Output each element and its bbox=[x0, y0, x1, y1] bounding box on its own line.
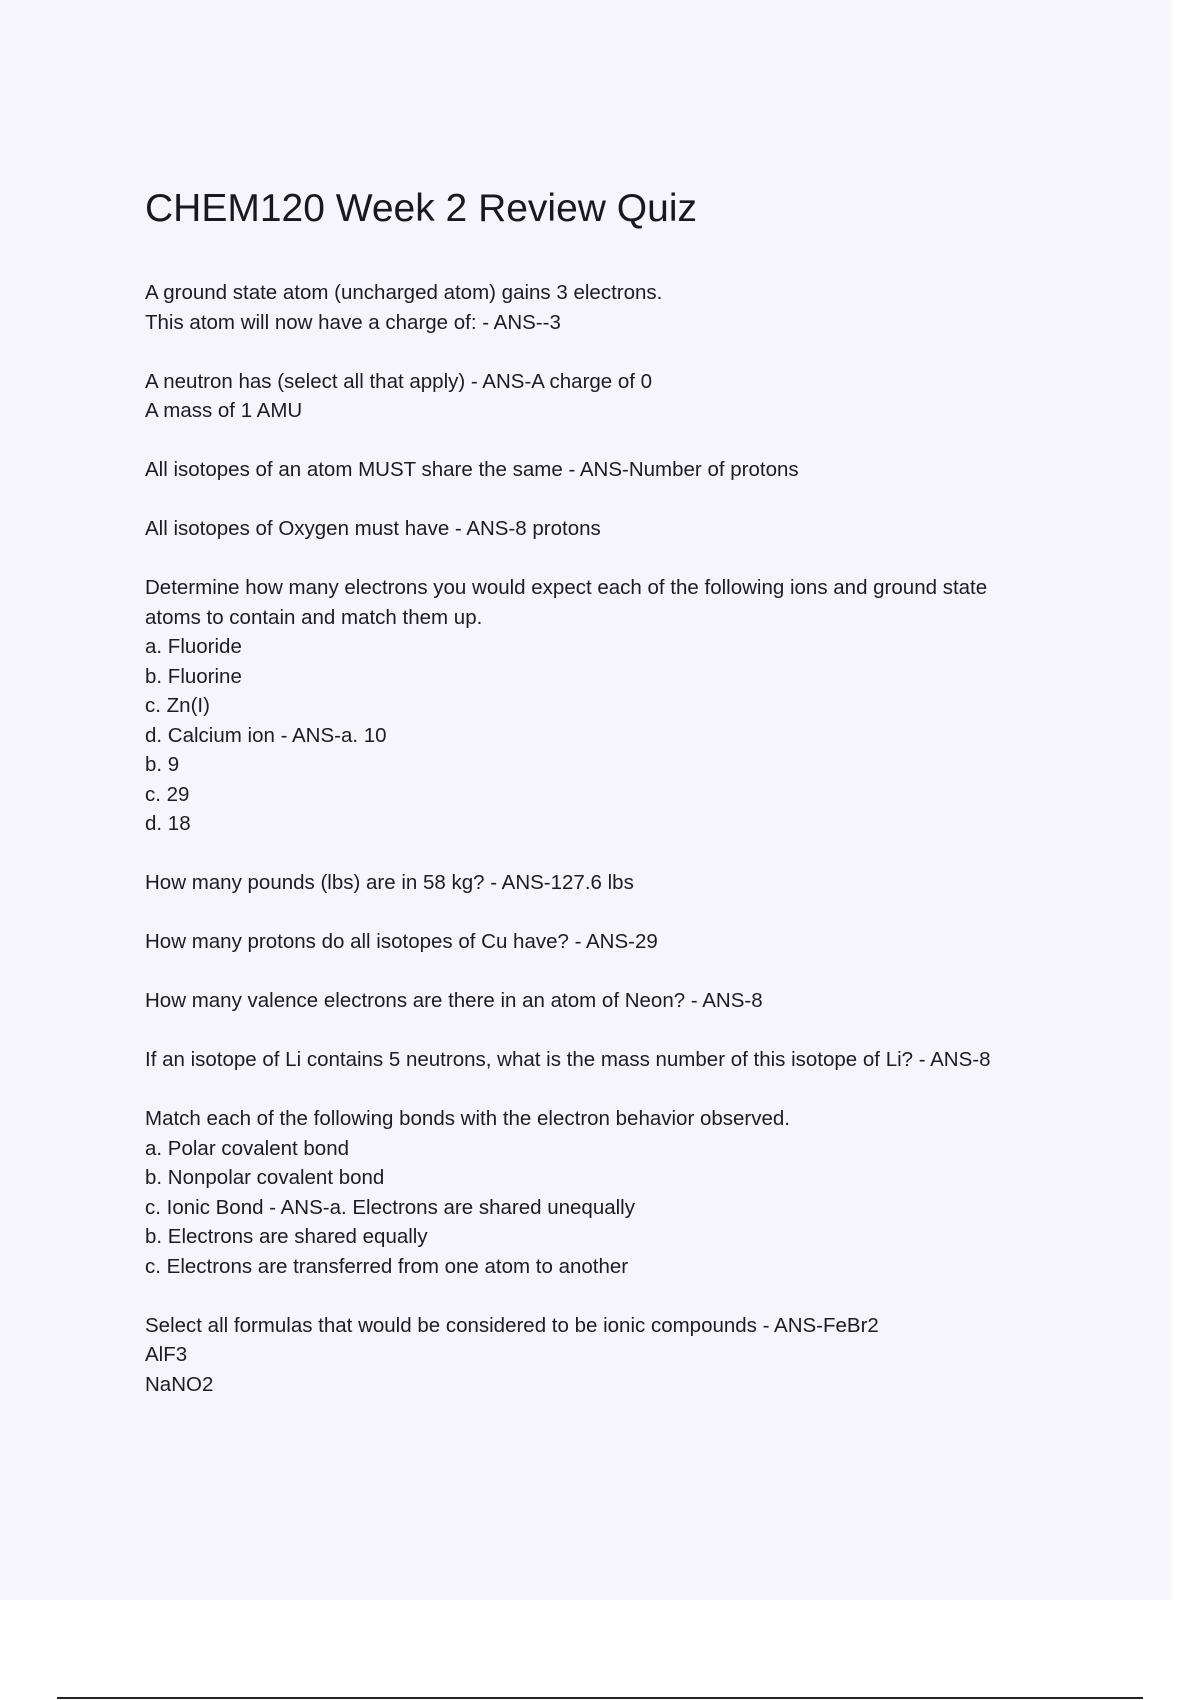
qa-line: c. Ionic Bond - ANS-a. Electrons are shared unequally bbox=[145, 1195, 635, 1219]
qa-line: How many protons do all isotopes of Cu have? - ANS-29 bbox=[145, 930, 658, 953]
qa-entry bbox=[145, 868, 1105, 898]
document-title: CHEM120 Week 2 Review Quiz bbox=[145, 187, 697, 230]
qa-line: atoms to contain and match them up. bbox=[145, 605, 483, 629]
qa-entry bbox=[145, 1104, 1105, 1281]
qa-line: a. Fluoride bbox=[145, 635, 242, 658]
qa-line: A ground state atom (uncharged atom) gains 3 electrons. bbox=[145, 281, 663, 304]
qa-list bbox=[145, 278, 1105, 1429]
qa-line: If an isotope of Li contains 5 neutrons, what is the mass number of this isotope of Li? - ANS-8 bbox=[145, 1048, 991, 1071]
qa-line: a. Polar covalent bond bbox=[145, 1136, 349, 1160]
qa-entry bbox=[145, 986, 1105, 1016]
qa-entry bbox=[145, 927, 1105, 957]
qa-line: How many pounds (lbs) are in 58 kg? - ANS-127.6 lbs bbox=[145, 871, 634, 894]
qa-line: b. Electrons are shared equally bbox=[145, 1225, 428, 1248]
qa-line: d. Calcium ion - ANS-a. 10 bbox=[145, 723, 387, 747]
qa-entry bbox=[145, 514, 1105, 544]
qa-line: d. 18 bbox=[145, 812, 191, 835]
qa-line: c. Zn(I) bbox=[145, 694, 210, 717]
qa-entry bbox=[145, 1311, 1105, 1400]
qa-line: A mass of 1 AMU bbox=[145, 399, 303, 422]
qa-entry bbox=[145, 455, 1105, 485]
qa-line: c. 29 bbox=[145, 782, 190, 806]
page-divider bbox=[57, 1697, 1143, 1699]
qa-entry bbox=[145, 278, 1105, 337]
qa-entry bbox=[145, 1045, 1105, 1075]
qa-line: Match each of the following bonds with the electron behavior observed. bbox=[145, 1107, 790, 1130]
qa-line: b. 9 bbox=[145, 753, 180, 776]
qa-line: b. Nonpolar covalent bond bbox=[145, 1166, 385, 1189]
qa-line: A neutron has (select all that apply) - ANS-A charge of 0 bbox=[145, 369, 653, 393]
qa-line: c. Electrons are transferred from one atom to another bbox=[145, 1254, 629, 1278]
qa-line: This atom will now have a charge of: - ANS--3 bbox=[145, 310, 561, 334]
qa-line: How many valence electrons are there in an atom of Neon? - ANS-8 bbox=[145, 989, 763, 1012]
qa-entry bbox=[145, 367, 1105, 426]
qa-entry bbox=[145, 573, 1105, 839]
qa-line: AlF3 bbox=[145, 1343, 188, 1366]
qa-line: Determine how many electrons you would expect each of the following ions and ground state bbox=[145, 576, 988, 599]
qa-line: All isotopes of Oxygen must have - ANS-8 protons bbox=[145, 517, 601, 540]
qa-line: Select all formulas that would be considered to be ionic compounds - ANS-FeBr2 bbox=[145, 1313, 879, 1337]
qa-line: b. Fluorine bbox=[145, 664, 242, 688]
qa-line: All isotopes of an atom MUST share the same - ANS-Number of protons bbox=[145, 458, 799, 481]
qa-line: NaNO2 bbox=[145, 1372, 214, 1396]
